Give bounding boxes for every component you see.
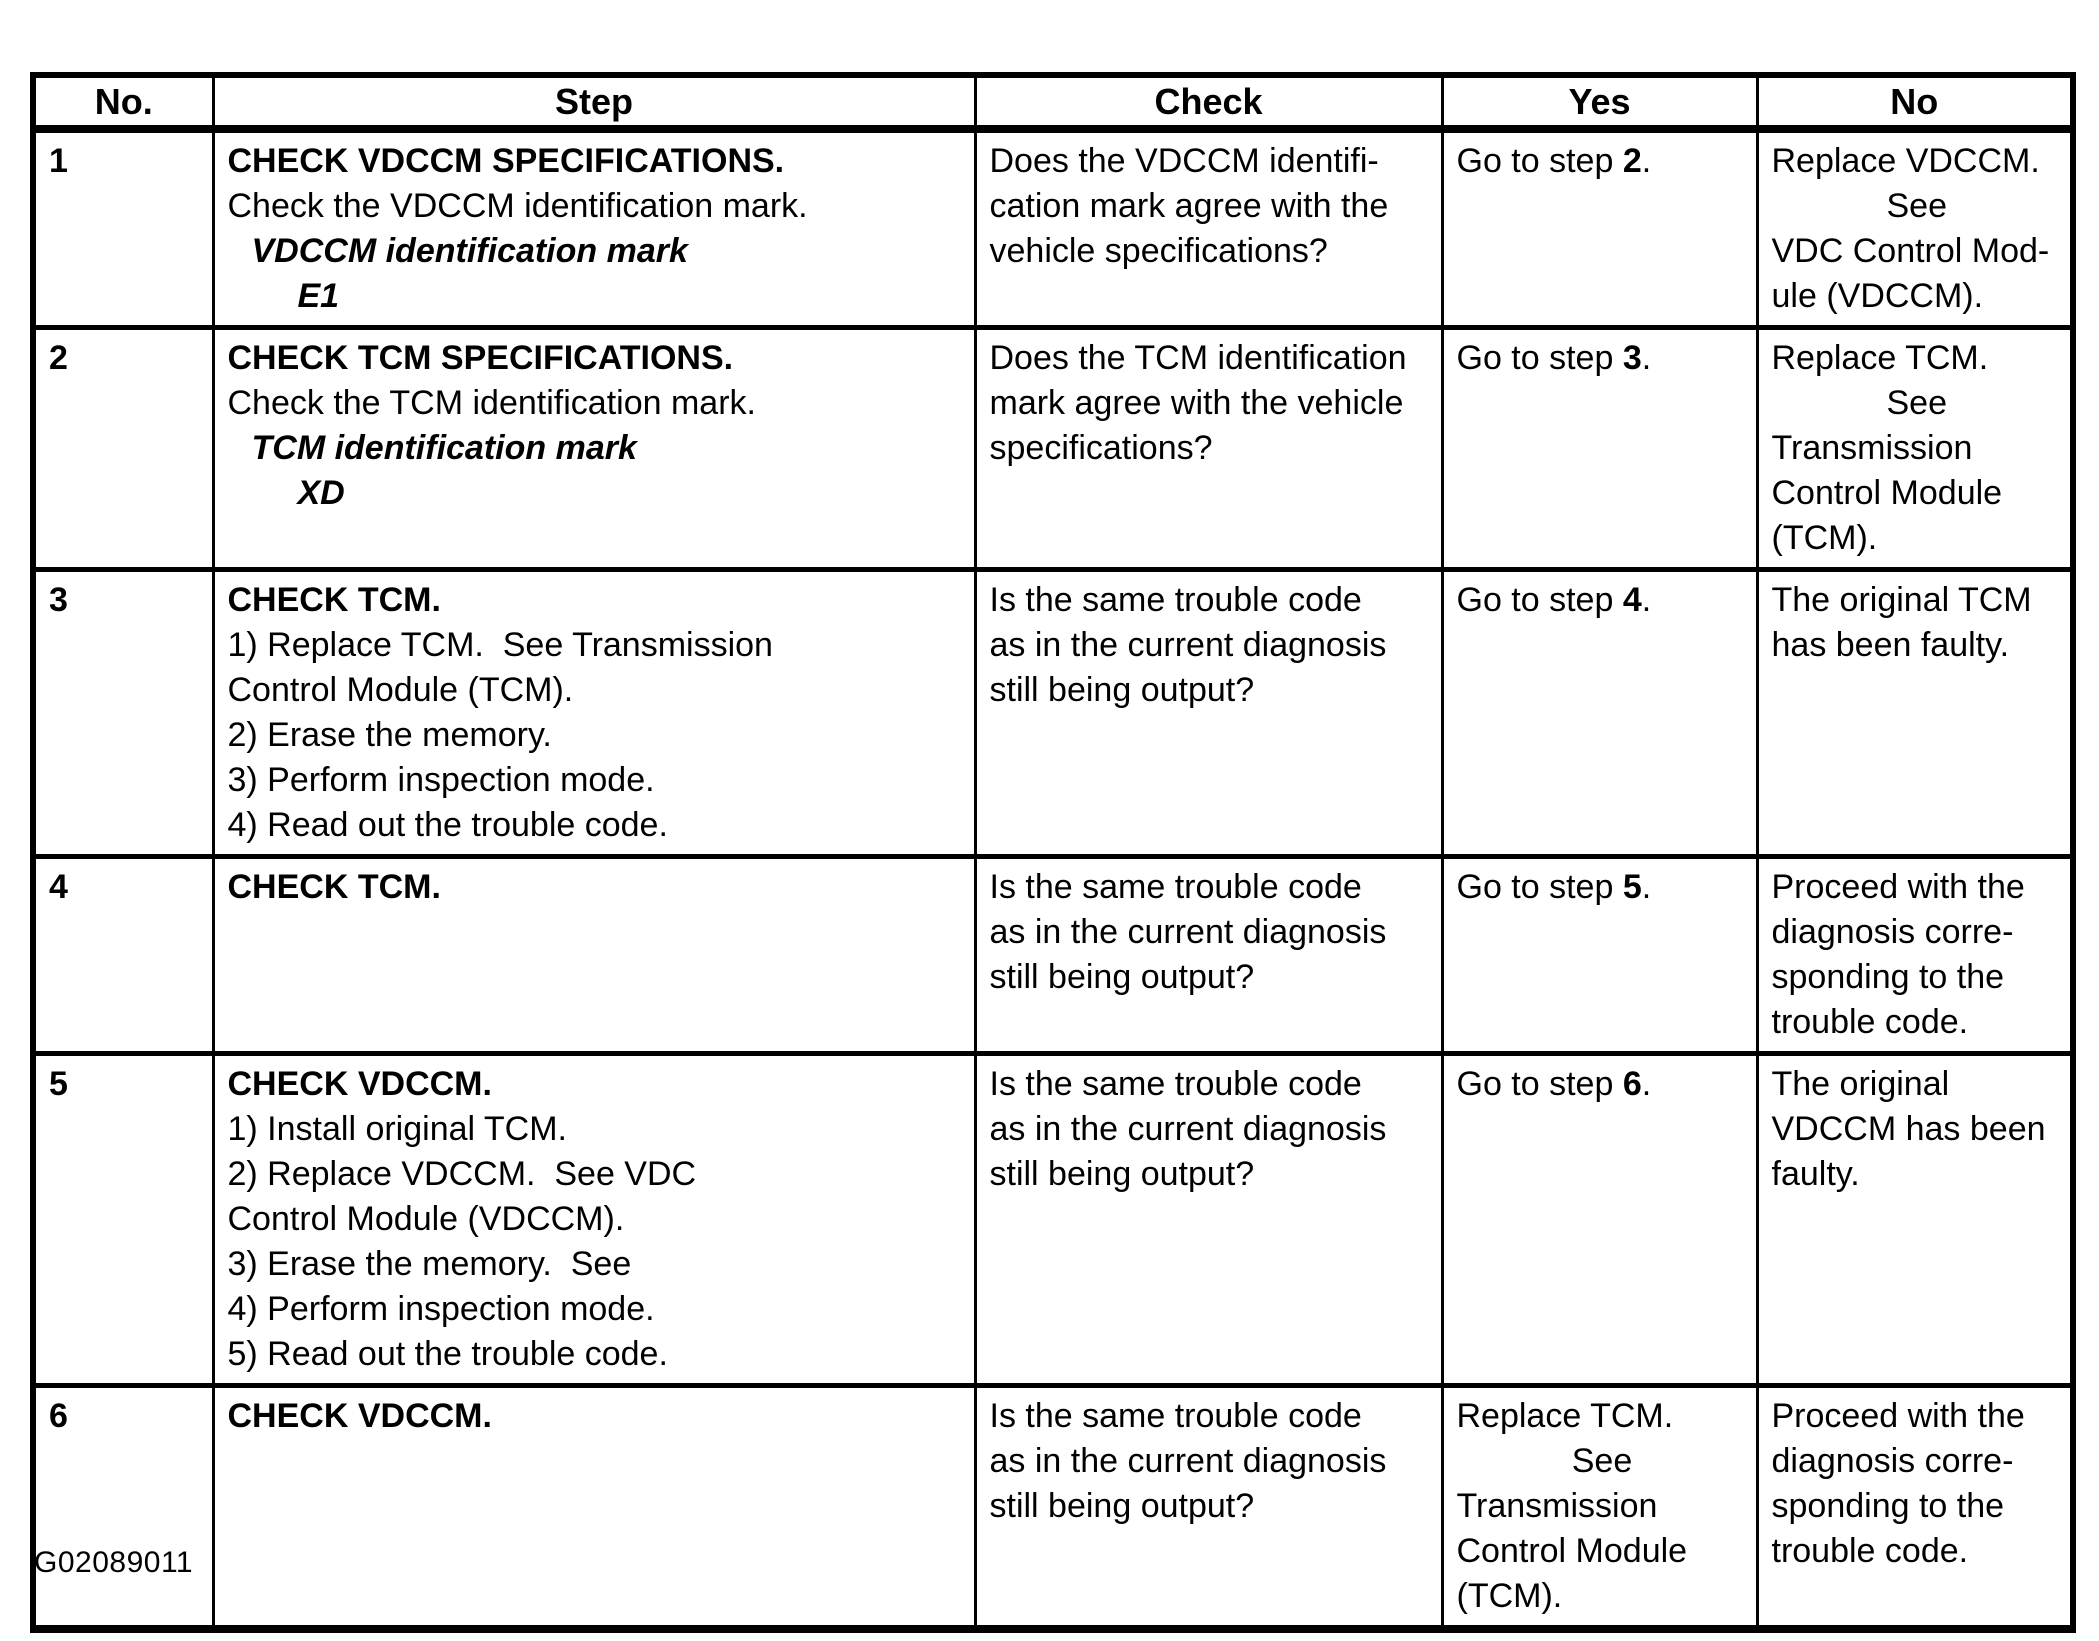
text-line xyxy=(1772,471,2063,516)
cell-step xyxy=(213,857,975,1054)
cell-no-answer xyxy=(1757,1054,2073,1386)
text-segment: 5) Read out the trouble code. xyxy=(227,1335,668,1373)
table-row xyxy=(33,570,2073,857)
text-segment: as in the current diagnosis xyxy=(989,913,1387,951)
cell-step xyxy=(213,1386,975,1630)
text-line xyxy=(228,1062,966,1107)
text-line xyxy=(990,1062,1433,1107)
text-segment: still being output? xyxy=(989,671,1255,709)
text-line xyxy=(1772,274,2063,319)
text-segment: VDCCM has been xyxy=(1771,1110,2046,1148)
text-segment: Control Module xyxy=(1771,474,2003,512)
text-line xyxy=(228,1332,966,1377)
text-line xyxy=(228,229,966,274)
text-line xyxy=(990,426,1433,471)
text-segment: Go to step xyxy=(1456,142,1623,180)
text-segment: E1 xyxy=(297,277,340,315)
text-segment: still being output? xyxy=(989,1155,1255,1193)
text-segment: diagnosis corre- xyxy=(1771,1442,2014,1480)
text-line xyxy=(1772,336,2063,381)
text-line xyxy=(1772,1484,2063,1529)
text-line xyxy=(1772,1107,2063,1152)
text-line xyxy=(1457,336,1748,381)
cell-no-answer xyxy=(1757,1386,2073,1630)
text-segment: faulty. xyxy=(1771,1155,1860,1193)
text-line xyxy=(1457,1439,1748,1484)
text-line xyxy=(228,803,966,848)
text-line xyxy=(228,668,966,713)
text-segment: 4 xyxy=(1622,581,1642,619)
cell-step xyxy=(213,1054,975,1386)
cell-step-number: 5 xyxy=(33,1054,213,1386)
text-segment: See xyxy=(1886,187,1947,225)
text-segment: still being output? xyxy=(989,1487,1255,1525)
text-segment: CHECK TCM. xyxy=(227,868,441,906)
text-segment: 2) Erase the memory. xyxy=(227,716,552,754)
cell-check xyxy=(975,857,1442,1054)
text-line xyxy=(1457,1574,1748,1619)
text-line xyxy=(1772,865,2063,910)
table-row xyxy=(33,1386,2073,1630)
text-line xyxy=(990,1439,1433,1484)
figure-code: G02089011 xyxy=(34,1546,194,1579)
text-line xyxy=(1772,955,2063,1000)
text-line xyxy=(1772,1439,2063,1484)
text-segment: . xyxy=(1641,581,1652,619)
text-line xyxy=(228,471,966,516)
text-line xyxy=(1457,1484,1748,1529)
col-header-no: No. xyxy=(33,75,213,129)
table-body xyxy=(33,129,2073,1629)
text-line xyxy=(1457,1529,1748,1574)
text-segment: Control Module xyxy=(1456,1532,1688,1570)
cell-yes xyxy=(1442,129,1757,328)
text-segment: CHECK TCM. xyxy=(227,581,441,619)
table-row xyxy=(33,857,2073,1054)
text-line xyxy=(1772,910,2063,955)
cell-step-number: 3 xyxy=(33,570,213,857)
text-segment: . xyxy=(1641,868,1652,906)
cell-yes xyxy=(1442,570,1757,857)
text-segment: 5 xyxy=(1622,868,1642,906)
cell-check xyxy=(975,1054,1442,1386)
text-segment: (TCM). xyxy=(1771,519,1878,557)
text-segment: 2) Replace VDCCM. See VDC xyxy=(227,1155,697,1193)
text-segment: as in the current diagnosis xyxy=(989,1110,1387,1148)
text-segment: CHECK VDCCM SPECIFICATIONS. xyxy=(227,142,785,180)
cell-no-answer xyxy=(1757,857,2073,1054)
text-segment: VDCCM identification mark xyxy=(251,232,688,270)
text-line xyxy=(990,668,1433,713)
text-segment: as in the current diagnosis xyxy=(989,1442,1387,1480)
text-line xyxy=(228,1197,966,1242)
text-segment: Does the TCM identification xyxy=(989,339,1407,377)
text-line xyxy=(228,1152,966,1197)
text-line xyxy=(1457,578,1748,623)
text-line xyxy=(1457,139,1748,184)
text-line xyxy=(1772,1152,2063,1197)
text-line xyxy=(1772,516,2063,561)
col-header-no-result: No xyxy=(1757,75,2073,129)
text-segment: 3) Perform inspection mode. xyxy=(227,761,655,799)
cell-step xyxy=(213,129,975,328)
text-line xyxy=(990,865,1433,910)
text-segment: Replace TCM. xyxy=(1771,339,1989,377)
text-segment: Control Module (VDCCM). xyxy=(227,1200,625,1238)
text-line xyxy=(990,139,1433,184)
text-segment: Is the same trouble code xyxy=(989,1397,1362,1435)
col-header-yes: Yes xyxy=(1442,75,1757,129)
col-header-step: Step xyxy=(213,75,975,129)
text-segment: 3) Erase the memory. See xyxy=(227,1245,632,1283)
text-segment: Transmission xyxy=(1456,1487,1658,1525)
text-segment: mark agree with the vehicle xyxy=(989,384,1404,422)
text-segment: ule (VDCCM). xyxy=(1771,277,1984,315)
text-segment: (TCM). xyxy=(1456,1577,1563,1615)
text-line xyxy=(228,1242,966,1287)
cell-step-number: 1 xyxy=(33,129,213,328)
text-line xyxy=(1772,139,2063,184)
text-segment: vehicle specifications? xyxy=(989,232,1328,270)
text-segment: Does the VDCCM identifi- xyxy=(989,142,1379,180)
text-segment: as in the current diagnosis xyxy=(989,626,1387,664)
cell-step-number: 6 xyxy=(33,1386,213,1630)
text-segment: The original TCM xyxy=(1771,581,2032,619)
text-segment: . xyxy=(1641,339,1652,377)
text-line xyxy=(990,955,1433,1000)
text-segment: Is the same trouble code xyxy=(989,1065,1362,1103)
text-segment: Check the TCM identification mark. xyxy=(227,384,756,422)
cell-no-answer xyxy=(1757,570,2073,857)
text-line xyxy=(990,184,1433,229)
text-line xyxy=(1772,229,2063,274)
text-line xyxy=(228,1287,966,1332)
text-line xyxy=(1772,1062,2063,1107)
text-segment: 1) Replace TCM. See Transmission xyxy=(227,626,773,664)
text-segment: diagnosis corre- xyxy=(1771,913,2014,951)
text-segment: Go to step xyxy=(1456,1065,1623,1103)
text-segment: Control Module (TCM). xyxy=(227,671,574,709)
text-segment: Is the same trouble code xyxy=(989,868,1362,906)
table-row xyxy=(33,328,2073,570)
cell-yes xyxy=(1442,857,1757,1054)
text-segment: has been faulty. xyxy=(1771,626,2010,664)
text-line xyxy=(228,1107,966,1152)
text-line xyxy=(1772,184,2063,229)
text-line xyxy=(1457,1062,1748,1107)
table-header-row xyxy=(33,75,2073,129)
cell-no-answer xyxy=(1757,129,2073,328)
text-segment: 3 xyxy=(1622,339,1642,377)
text-line xyxy=(228,713,966,758)
text-line xyxy=(1457,1394,1748,1439)
text-line xyxy=(1772,426,2063,471)
text-segment: The original xyxy=(1771,1065,1950,1103)
text-line xyxy=(990,336,1433,381)
text-segment: cation mark agree with the xyxy=(989,187,1389,225)
text-line xyxy=(990,578,1433,623)
text-line xyxy=(990,1152,1433,1197)
text-line xyxy=(990,1394,1433,1439)
text-segment: trouble code. xyxy=(1771,1003,1969,1041)
text-line xyxy=(990,623,1433,668)
text-line xyxy=(1457,865,1748,910)
table-row xyxy=(33,129,2073,328)
text-segment: Go to step xyxy=(1456,581,1623,619)
cell-check xyxy=(975,328,1442,570)
text-line xyxy=(228,623,966,668)
text-line xyxy=(990,1107,1433,1152)
text-line xyxy=(1772,381,2063,426)
col-header-check: Check xyxy=(975,75,1442,129)
cell-step xyxy=(213,570,975,857)
text-line xyxy=(1772,578,2063,623)
text-segment: Go to step xyxy=(1456,868,1623,906)
text-segment: still being output? xyxy=(989,958,1255,996)
text-segment: Proceed with the xyxy=(1771,1397,2025,1435)
text-segment: See xyxy=(1571,1442,1633,1480)
cell-yes xyxy=(1442,328,1757,570)
cell-check xyxy=(975,570,1442,857)
text-line xyxy=(228,1394,966,1439)
text-segment: . xyxy=(1641,1065,1652,1103)
text-line xyxy=(228,758,966,803)
text-segment: specifications? xyxy=(989,429,1213,467)
text-line xyxy=(1772,1394,2063,1439)
text-line xyxy=(1772,623,2063,668)
text-segment: TCM identification mark xyxy=(251,429,637,467)
text-segment: See xyxy=(1886,384,1947,422)
text-segment: Check the VDCCM identification mark. xyxy=(227,187,808,225)
text-segment: sponding to the xyxy=(1771,1487,2005,1525)
text-segment: 6 xyxy=(1622,1065,1642,1103)
text-segment: CHECK VDCCM. xyxy=(227,1397,492,1435)
text-line xyxy=(990,910,1433,955)
text-segment: . xyxy=(1641,142,1652,180)
text-segment: Is the same trouble code xyxy=(989,581,1362,619)
text-segment: 4) Perform inspection mode. xyxy=(227,1290,655,1328)
text-segment: sponding to the xyxy=(1771,958,2005,996)
cell-check xyxy=(975,129,1442,328)
text-line xyxy=(228,426,966,471)
text-segment: 2 xyxy=(1622,142,1642,180)
text-segment: CHECK TCM SPECIFICATIONS. xyxy=(227,339,734,377)
table-row xyxy=(33,1054,2073,1386)
text-line xyxy=(1772,1000,2063,1045)
text-segment: Proceed with the xyxy=(1771,868,2025,906)
cell-no-answer xyxy=(1757,328,2073,570)
text-line xyxy=(228,139,966,184)
cell-yes xyxy=(1442,1054,1757,1386)
text-segment: Go to step xyxy=(1456,339,1623,377)
text-line xyxy=(990,1484,1433,1529)
text-line xyxy=(990,229,1433,274)
cell-step xyxy=(213,328,975,570)
text-line xyxy=(228,336,966,381)
text-segment: Replace TCM. xyxy=(1456,1397,1674,1435)
text-segment: Transmission xyxy=(1771,429,1973,467)
text-line xyxy=(990,381,1433,426)
text-segment: VDC Control Mod- xyxy=(1771,232,2050,270)
cell-yes xyxy=(1442,1386,1757,1630)
cell-check xyxy=(975,1386,1442,1630)
text-line xyxy=(228,274,966,319)
text-segment: 4) Read out the trouble code. xyxy=(227,806,668,844)
text-segment: XD xyxy=(297,474,345,512)
diagnostic-table xyxy=(30,72,2076,1633)
text-line xyxy=(228,578,966,623)
text-line xyxy=(228,865,966,910)
cell-step-number: 2 xyxy=(33,328,213,570)
text-line xyxy=(228,381,966,426)
text-segment: 1) Install original TCM. xyxy=(227,1110,567,1148)
text-line xyxy=(228,184,966,229)
text-segment: trouble code. xyxy=(1771,1532,1969,1570)
text-line xyxy=(1772,1529,2063,1574)
cell-step-number: 4 xyxy=(33,857,213,1054)
text-segment: Replace VDCCM. xyxy=(1771,142,2040,180)
text-segment: CHECK VDCCM. xyxy=(227,1065,492,1103)
